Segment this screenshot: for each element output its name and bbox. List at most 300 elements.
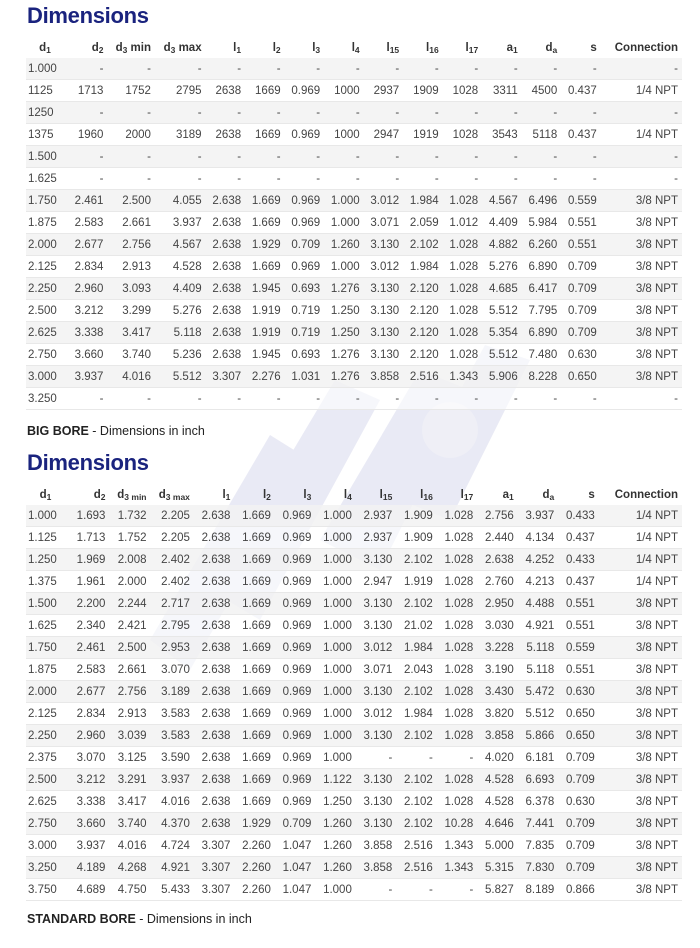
table-cell: 3.130: [356, 593, 396, 615]
table-cell: 0.969: [285, 124, 325, 146]
table-cell: 1.260: [315, 813, 355, 835]
column-header: [194, 485, 234, 505]
table-cell: 2.250: [26, 278, 68, 300]
table-cell: 3.417: [109, 791, 150, 813]
table-cell: 0.551: [558, 615, 598, 637]
table-cell: 0.969: [275, 637, 315, 659]
table-row: [26, 703, 682, 725]
table-cell: 3.070: [69, 747, 109, 769]
table-cell: 1000: [324, 124, 364, 146]
table-cell: -: [403, 146, 443, 168]
table-cell: 1.000: [315, 571, 355, 593]
table-cell: 2.102: [396, 813, 436, 835]
table-cell: 2.000: [26, 234, 68, 256]
table-cell: 0.969: [275, 681, 315, 703]
column-header-subscript: 17: [468, 44, 479, 55]
table-cell: 1.012: [443, 212, 483, 234]
table-cell: 3.338: [69, 791, 109, 813]
table-cell: 3.130: [356, 791, 396, 813]
table-cell: 1.343: [443, 366, 483, 388]
table-cell: 0.650: [558, 725, 598, 747]
column-header-subscript: 3: [122, 44, 128, 55]
table-cell: 1669: [245, 80, 285, 102]
table-cell: 2.677: [69, 681, 109, 703]
table-cell: 2.500: [26, 769, 69, 791]
column-header: [245, 38, 285, 58]
table-cell: 0.719: [285, 300, 325, 322]
table-cell: 3.250: [26, 857, 69, 879]
table-cell: 0.709: [558, 747, 598, 769]
table-cell: 1.669: [234, 593, 274, 615]
table-cell: 1.000: [324, 190, 364, 212]
table-cell: 2.960: [69, 725, 109, 747]
table-row: [26, 234, 682, 256]
table-cell: 3/8 NPT: [599, 703, 682, 725]
table-cell: 3.858: [364, 366, 404, 388]
table-cell: 2.402: [151, 549, 194, 571]
column-header-subscript: 2: [100, 491, 106, 502]
table-cell: 2.638: [206, 300, 246, 322]
table-cell: -: [206, 168, 246, 190]
table-cell: 1.028: [443, 278, 483, 300]
table-cell: 2.661: [109, 659, 150, 681]
column-header-symbol: l: [233, 41, 237, 54]
column-header-symbol: d: [39, 41, 47, 54]
table-cell: 5.827: [477, 879, 517, 901]
column-header-subscript: 15: [382, 491, 393, 502]
table-cell: 7.835: [518, 835, 558, 857]
table-row: [26, 747, 682, 769]
table-cell: -: [443, 146, 483, 168]
table-cell: 1.000: [26, 505, 69, 527]
column-header-subscript: 1: [46, 491, 52, 502]
column-header-suffix: min: [127, 41, 151, 54]
table-cell: -: [245, 102, 285, 124]
table-cell: 1.028: [437, 571, 477, 593]
table-cell: 2.421: [109, 615, 150, 637]
table-cell: 7.441: [518, 813, 558, 835]
table-cell: 3.130: [364, 234, 404, 256]
table-cell: 0.969: [275, 659, 315, 681]
table-cell: 2.375: [26, 747, 69, 769]
caption-text: - Dimensions in inch: [135, 912, 252, 926]
table-cell: 1.031: [285, 366, 325, 388]
column-header: [206, 38, 246, 58]
table-cell: 6.181: [518, 747, 558, 769]
table-cell: 6.693: [518, 769, 558, 791]
table-cell: 4.252: [518, 549, 558, 571]
table-cell: 1.028: [437, 505, 477, 527]
table-cell: 1.047: [275, 879, 315, 901]
table-cell: -: [245, 58, 285, 80]
table-row: [26, 681, 682, 703]
table-cell: 2.638: [194, 725, 234, 747]
table-cell: 3.750: [26, 879, 69, 901]
table-cell: 1.000: [315, 615, 355, 637]
table-cell: 2.461: [68, 190, 108, 212]
table-cell: 1.028: [437, 659, 477, 681]
table-cell: -: [245, 168, 285, 190]
table-cell: 2.260: [234, 857, 274, 879]
column-header: [396, 485, 436, 505]
table-cell: 3.291: [109, 769, 150, 791]
column-header: [364, 38, 404, 58]
table-cell: -: [522, 168, 562, 190]
table-cell: 5.118: [518, 637, 558, 659]
table-cell: 3.070: [151, 659, 194, 681]
table-cell: -: [107, 58, 155, 80]
table-cell: 2.402: [151, 571, 194, 593]
table-cell: 3.000: [26, 366, 68, 388]
table-cell: 3.937: [518, 505, 558, 527]
table-cell: 3.740: [107, 344, 155, 366]
table-cell: 2.516: [396, 857, 436, 879]
table-cell: 3.130: [356, 813, 396, 835]
table-cell: 2.750: [26, 813, 69, 835]
table-cell: 1.028: [437, 681, 477, 703]
column-header: [315, 485, 355, 505]
column-header: [356, 485, 396, 505]
table-cell: 3.012: [356, 703, 396, 725]
table-cell: 0.709: [558, 813, 598, 835]
table-cell: 3/8 NPT: [599, 637, 682, 659]
table-cell: 4.528: [155, 256, 206, 278]
standard-bore-caption: [27, 912, 252, 926]
column-header: [599, 485, 682, 505]
big-bore-caption: [27, 424, 205, 438]
table-cell: 1.919: [245, 300, 285, 322]
table-cell: 6.260: [522, 234, 562, 256]
table-cell: 4.016: [151, 791, 194, 813]
table-cell: 2.638: [194, 637, 234, 659]
table-cell: -: [356, 879, 396, 901]
table-cell: -: [437, 747, 477, 769]
table-cell: 0.650: [561, 366, 601, 388]
table-cell: 0.709: [561, 256, 601, 278]
column-header-symbol: d: [39, 488, 47, 501]
table-cell: 4.646: [477, 813, 517, 835]
caption-bold: STANDARD BORE: [27, 912, 136, 926]
table-cell: 6.496: [522, 190, 562, 212]
table-cell: 1.028: [443, 256, 483, 278]
table-cell: 2.677: [68, 234, 108, 256]
table-cell: -: [437, 879, 477, 901]
column-header: [107, 38, 155, 58]
table-cell: 4.409: [155, 278, 206, 300]
table-cell: 1.752: [109, 527, 150, 549]
table-row: [26, 146, 682, 168]
column-header-symbol: a: [506, 41, 513, 54]
table-cell: -: [324, 388, 364, 410]
table-cell: 2947: [364, 124, 404, 146]
table-cell: -: [364, 168, 404, 190]
table-cell: 1.929: [245, 234, 285, 256]
table-cell: 1713: [68, 80, 108, 102]
table-cell: 3311: [482, 80, 522, 102]
table-cell: -: [155, 146, 206, 168]
column-header-suffix: max: [175, 41, 202, 54]
table-cell: -: [245, 146, 285, 168]
table-cell: 4.016: [107, 366, 155, 388]
table-cell: -: [482, 168, 522, 190]
table-row: [26, 659, 682, 681]
table-cell: 2.638: [194, 791, 234, 813]
table-cell: 3.130: [364, 322, 404, 344]
table-cell: 3.130: [356, 681, 396, 703]
table-cell: 4.409: [482, 212, 522, 234]
table-cell: 3/8 NPT: [599, 879, 682, 901]
table-cell: 1.945: [245, 278, 285, 300]
table-cell: 2.834: [68, 256, 108, 278]
table-cell: 1.028: [437, 703, 477, 725]
table-cell: 3.130: [364, 300, 404, 322]
table-cell: 1.750: [26, 637, 69, 659]
table-cell: 1.713: [69, 527, 109, 549]
table-cell: 3.858: [356, 857, 396, 879]
column-header-subscript: 3 max: [165, 491, 190, 502]
table-row: [26, 212, 682, 234]
table-row: [26, 322, 682, 344]
table-cell: 1250: [26, 102, 68, 124]
table-cell: 2.120: [403, 278, 443, 300]
table-header-row: [26, 485, 682, 505]
table-row: [26, 190, 682, 212]
table-cell: 2.937: [356, 527, 396, 549]
table-cell: 1.909: [396, 505, 436, 527]
table-row: [26, 388, 682, 410]
table-row: [26, 593, 682, 615]
column-header-subscript: 2: [98, 44, 104, 55]
table-cell: -: [443, 168, 483, 190]
table-cell: 1.984: [403, 256, 443, 278]
table-cell: 0.719: [285, 322, 325, 344]
table-cell: 2.500: [109, 637, 150, 659]
table-cell: 1.669: [234, 703, 274, 725]
column-header-symbol: l: [460, 488, 464, 501]
table-cell: 2.008: [109, 549, 150, 571]
table-cell: 2.638: [477, 549, 517, 571]
table-cell: 1.028: [443, 234, 483, 256]
table-cell: 3.430: [477, 681, 517, 703]
table-cell: 3.660: [68, 344, 108, 366]
table-cell: 2.583: [69, 659, 109, 681]
table-cell: 2.638: [206, 190, 246, 212]
table-cell: 2795: [155, 80, 206, 102]
table-cell: 1.984: [396, 637, 436, 659]
table-cell: -: [482, 388, 522, 410]
table-cell: 2.440: [477, 527, 517, 549]
column-header-subscript: 15: [389, 44, 400, 55]
table-cell: 4.016: [109, 835, 150, 857]
table-cell: 1.000: [315, 637, 355, 659]
table-cell: 0.709: [561, 322, 601, 344]
table-cell: 3.130: [356, 725, 396, 747]
table-cell: 2.913: [109, 703, 150, 725]
table-cell: 1919: [403, 124, 443, 146]
table-cell: -: [561, 102, 601, 124]
table-cell: 1.669: [234, 791, 274, 813]
table-cell: 3/8 NPT: [599, 681, 682, 703]
table-cell: -: [324, 168, 364, 190]
table-cell: 4.882: [482, 234, 522, 256]
table-cell: 1.000: [315, 593, 355, 615]
table-cell: 2.059: [403, 212, 443, 234]
table-cell: 1.000: [315, 879, 355, 901]
big-bore-heading: Dimensions: [27, 3, 149, 28]
table-cell: 2.638: [194, 615, 234, 637]
table-cell: 2.638: [206, 278, 246, 300]
table-cell: 2.638: [194, 681, 234, 703]
table-cell: 1.669: [234, 615, 274, 637]
table-cell: 3.299: [107, 300, 155, 322]
table-cell: 1960: [68, 124, 108, 146]
column-header-symbol: l: [303, 488, 307, 501]
table-cell: 3543: [482, 124, 522, 146]
table-cell: -: [68, 102, 108, 124]
column-header: [601, 38, 682, 58]
column-header-symbol: d: [542, 488, 550, 501]
table-cell: 3.937: [68, 366, 108, 388]
table-cell: 4.750: [109, 879, 150, 901]
table-cell: -: [206, 58, 246, 80]
table-cell: 1.669: [234, 681, 274, 703]
table-cell: 0.866: [558, 879, 598, 901]
table-cell: -: [403, 168, 443, 190]
table-cell: 1.984: [403, 190, 443, 212]
table-cell: -: [443, 58, 483, 80]
table-cell: 2638: [206, 124, 246, 146]
table-cell: 0.969: [275, 769, 315, 791]
table-cell: 7.480: [522, 344, 562, 366]
table-cell: 1.669: [234, 549, 274, 571]
table-cell: 1.028: [443, 190, 483, 212]
column-header-subscript: 4: [347, 491, 352, 502]
table-cell: 1.669: [234, 571, 274, 593]
table-cell: 4.685: [482, 278, 522, 300]
table-cell: 5.866: [518, 725, 558, 747]
table-cell: 5.512: [482, 300, 522, 322]
table-cell: 2.250: [26, 725, 69, 747]
table-cell: -: [601, 146, 682, 168]
table-cell: 5.000: [477, 835, 517, 857]
table-cell: 0.559: [561, 190, 601, 212]
table-cell: 2.756: [109, 681, 150, 703]
table-cell: 3.071: [356, 659, 396, 681]
column-header-symbol: d: [93, 488, 101, 501]
column-header: [234, 485, 274, 505]
table-cell: 4.134: [518, 527, 558, 549]
table-cell: -: [285, 58, 325, 80]
table-cell: 1.028: [437, 725, 477, 747]
table-cell: 0.969: [275, 593, 315, 615]
table-cell: 3.858: [477, 725, 517, 747]
column-header-symbol: d: [158, 488, 166, 501]
table-cell: 6.378: [518, 791, 558, 813]
table-cell: 3.307: [206, 366, 246, 388]
table-cell: 4.528: [477, 769, 517, 791]
table-cell: 1.984: [396, 703, 436, 725]
table-row: [26, 791, 682, 813]
table-cell: -: [522, 388, 562, 410]
column-header: [518, 485, 558, 505]
table-cell: 3.012: [364, 190, 404, 212]
table-cell: -: [206, 102, 246, 124]
table-cell: 1.909: [396, 527, 436, 549]
table-cell: 5.118: [155, 322, 206, 344]
table-cell: 0.709: [558, 769, 598, 791]
table-cell: -: [403, 388, 443, 410]
table-cell: 5.315: [477, 857, 517, 879]
table-cell: 1.669: [234, 637, 274, 659]
table-cell: 1.000: [315, 549, 355, 571]
column-header: [26, 38, 68, 58]
column-header: [69, 485, 109, 505]
table-row: [26, 769, 682, 791]
table-cell: -: [245, 388, 285, 410]
column-header-symbol: l: [272, 41, 276, 54]
column-header: [26, 485, 69, 505]
table-cell: -: [206, 388, 246, 410]
table-cell: 0.437: [558, 527, 598, 549]
table-cell: 2.937: [356, 505, 396, 527]
table-cell: 3/8 NPT: [599, 593, 682, 615]
table-cell: 2.638: [194, 747, 234, 769]
table-cell: 3.030: [477, 615, 517, 637]
table-cell: 3.307: [194, 857, 234, 879]
table-cell: 3/8 NPT: [601, 212, 682, 234]
table-cell: 2.947: [356, 571, 396, 593]
table-cell: -: [482, 146, 522, 168]
table-cell: 1.343: [437, 857, 477, 879]
table-cell: 1.625: [26, 168, 68, 190]
table-cell: 2.120: [403, 344, 443, 366]
table-cell: 3.012: [364, 256, 404, 278]
table-cell: 3.660: [69, 813, 109, 835]
table-cell: 2.000: [109, 571, 150, 593]
table-cell: -: [561, 146, 601, 168]
table-cell: 2.625: [26, 791, 69, 813]
column-header-symbol: l: [262, 488, 267, 501]
table-header-row: [26, 38, 682, 58]
table-cell: -: [396, 747, 436, 769]
table-cell: -: [403, 102, 443, 124]
column-header-symbol: d: [91, 41, 99, 54]
table-cell: -: [285, 102, 325, 124]
table-cell: -: [324, 58, 364, 80]
table-cell: 2.638: [194, 505, 234, 527]
table-cell: 3189: [155, 124, 206, 146]
table-cell: -: [68, 168, 108, 190]
table-cell: 5.906: [482, 366, 522, 388]
table-cell: 2.834: [69, 703, 109, 725]
table-cell: 1375: [26, 124, 68, 146]
standard-bore-dimensions-table: [26, 485, 682, 901]
table-cell: 1.500: [26, 146, 68, 168]
table-cell: 2.913: [107, 256, 155, 278]
table-cell: 0.693: [285, 278, 325, 300]
table-row: [26, 857, 682, 879]
table-cell: 3/8 NPT: [601, 300, 682, 322]
table-cell: 5.118: [518, 659, 558, 681]
column-header-subscript: 3: [170, 44, 176, 55]
table-row: [26, 527, 682, 549]
table-cell: 2.638: [194, 703, 234, 725]
column-header-subscript: 2: [266, 491, 271, 502]
column-header-subscript: 16: [429, 44, 439, 55]
table-cell: 4.528: [477, 791, 517, 813]
table-cell: 4500: [522, 80, 562, 102]
table-cell: 0.969: [275, 791, 315, 813]
